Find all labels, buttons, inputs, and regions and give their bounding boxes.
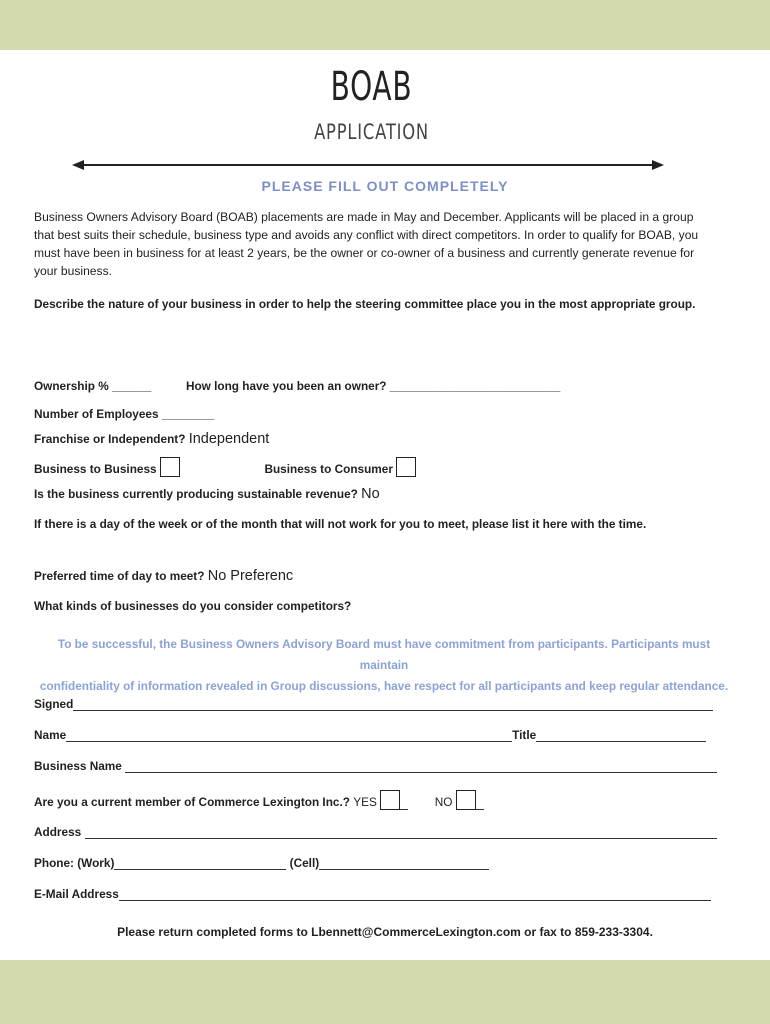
email-field[interactable] [34, 887, 711, 901]
double-arrow-divider [72, 157, 664, 173]
no-checkbox[interactable] [456, 790, 476, 810]
business-type-row [34, 457, 416, 477]
b2b-checkbox[interactable] [160, 457, 180, 477]
email-line[interactable] [119, 888, 711, 901]
business-name-label: Business Name [34, 759, 122, 773]
name-title-row [34, 728, 706, 742]
franchise-field[interactable] [34, 431, 269, 447]
preferred-time-field[interactable] [34, 568, 293, 584]
ownership-label: Ownership % ______ [34, 379, 152, 393]
business-name-field[interactable] [34, 759, 717, 773]
phone-cell-label: (Cell) [289, 856, 320, 870]
phone-work-line[interactable] [114, 857, 286, 870]
note-line: To be successful, the Business Owners Advisory Board must have commitment from participants. Participants must maintain [57, 637, 711, 672]
b2c-checkbox[interactable] [396, 457, 416, 477]
b2b-label: Business to Business [34, 462, 157, 476]
intro-paragraph [34, 208, 734, 280]
ownership-field[interactable] [34, 379, 560, 393]
intro-line: must have been in business for at least 2 years, be the owner or co-owner of a business and currently generate revenue for [34, 246, 695, 260]
commitment-note [34, 634, 734, 697]
intro-line: your business. [34, 264, 112, 278]
phone-cell-line[interactable] [319, 857, 489, 870]
no-label: NO [434, 795, 453, 809]
intro-line: that best suits their schedule, business type and avoids any conflict with direct competitors. In order to qualify for BOAB, you [34, 228, 699, 242]
phone-work-label: Phone: (Work) [34, 856, 115, 870]
return-instructions: Please return completed forms to Lbennett@CommerceLexington.com or fax to 859-233-3304. [117, 925, 653, 939]
address-label: Address [34, 825, 82, 839]
membership-label: Are you a current member of Commerce Lexington Inc.? [34, 795, 350, 809]
note-line: confidentiality of information revealed in Group discussions, have respect for all participants and keep regular attendance. [39, 679, 729, 693]
yes-checkbox[interactable] [380, 790, 400, 810]
franchise-value[interactable]: Independent [188, 431, 270, 447]
address-line[interactable] [85, 826, 717, 839]
revenue-value[interactable]: No [361, 486, 380, 502]
employees-field[interactable]: Number of Employees ________ [34, 407, 215, 421]
name-line[interactable] [66, 729, 512, 742]
phone-row [34, 856, 489, 870]
address-field[interactable] [34, 825, 717, 839]
title-line[interactable] [536, 729, 706, 742]
intro-line: Business Owners Advisory Board (BOAB) placements are made in May and December. Applicants will be placed in a group [34, 210, 694, 224]
competitors-prompt: What kinds of businesses do you consider competitors? [34, 599, 352, 613]
preferred-time-value[interactable]: No Preferenc [207, 568, 294, 584]
revenue-field[interactable] [34, 486, 380, 502]
revenue-label: Is the business currently producing sustainable revenue? [34, 487, 358, 501]
form-title: BOAB [330, 64, 413, 110]
membership-row [34, 790, 484, 810]
owner-duration-label: How long have you been an owner? __________________________ [185, 379, 561, 393]
signed-label: Signed [34, 697, 74, 711]
name-label: Name [34, 728, 67, 742]
b2c-label: Business to Consumer [264, 462, 393, 476]
bottom-color-band [0, 960, 770, 1024]
title-label: Title [512, 728, 537, 742]
top-color-band [0, 0, 770, 50]
franchise-label: Franchise or Independent? [34, 432, 186, 446]
describe-business-prompt: Describe the nature of your business in order to help the steering committee place you in the most appropriate group. [34, 297, 696, 311]
instruction-heading: PLEASE FILL OUT COMPLETELY [261, 178, 509, 194]
preferred-time-label: Preferred time of day to meet? [34, 569, 205, 583]
business-name-line[interactable] [125, 760, 717, 773]
email-label: E-Mail Address [34, 887, 119, 901]
unavailable-day-prompt: If there is a day of the week or of the month that will not work for you to meet, please list it here with the time. [34, 517, 647, 531]
yes-label: YES [353, 795, 377, 809]
no-line [476, 797, 484, 810]
yes-line [400, 797, 408, 810]
signed-field[interactable] [34, 697, 713, 711]
signed-line[interactable] [73, 698, 713, 711]
form-subtitle: APPLICATION [314, 120, 429, 144]
